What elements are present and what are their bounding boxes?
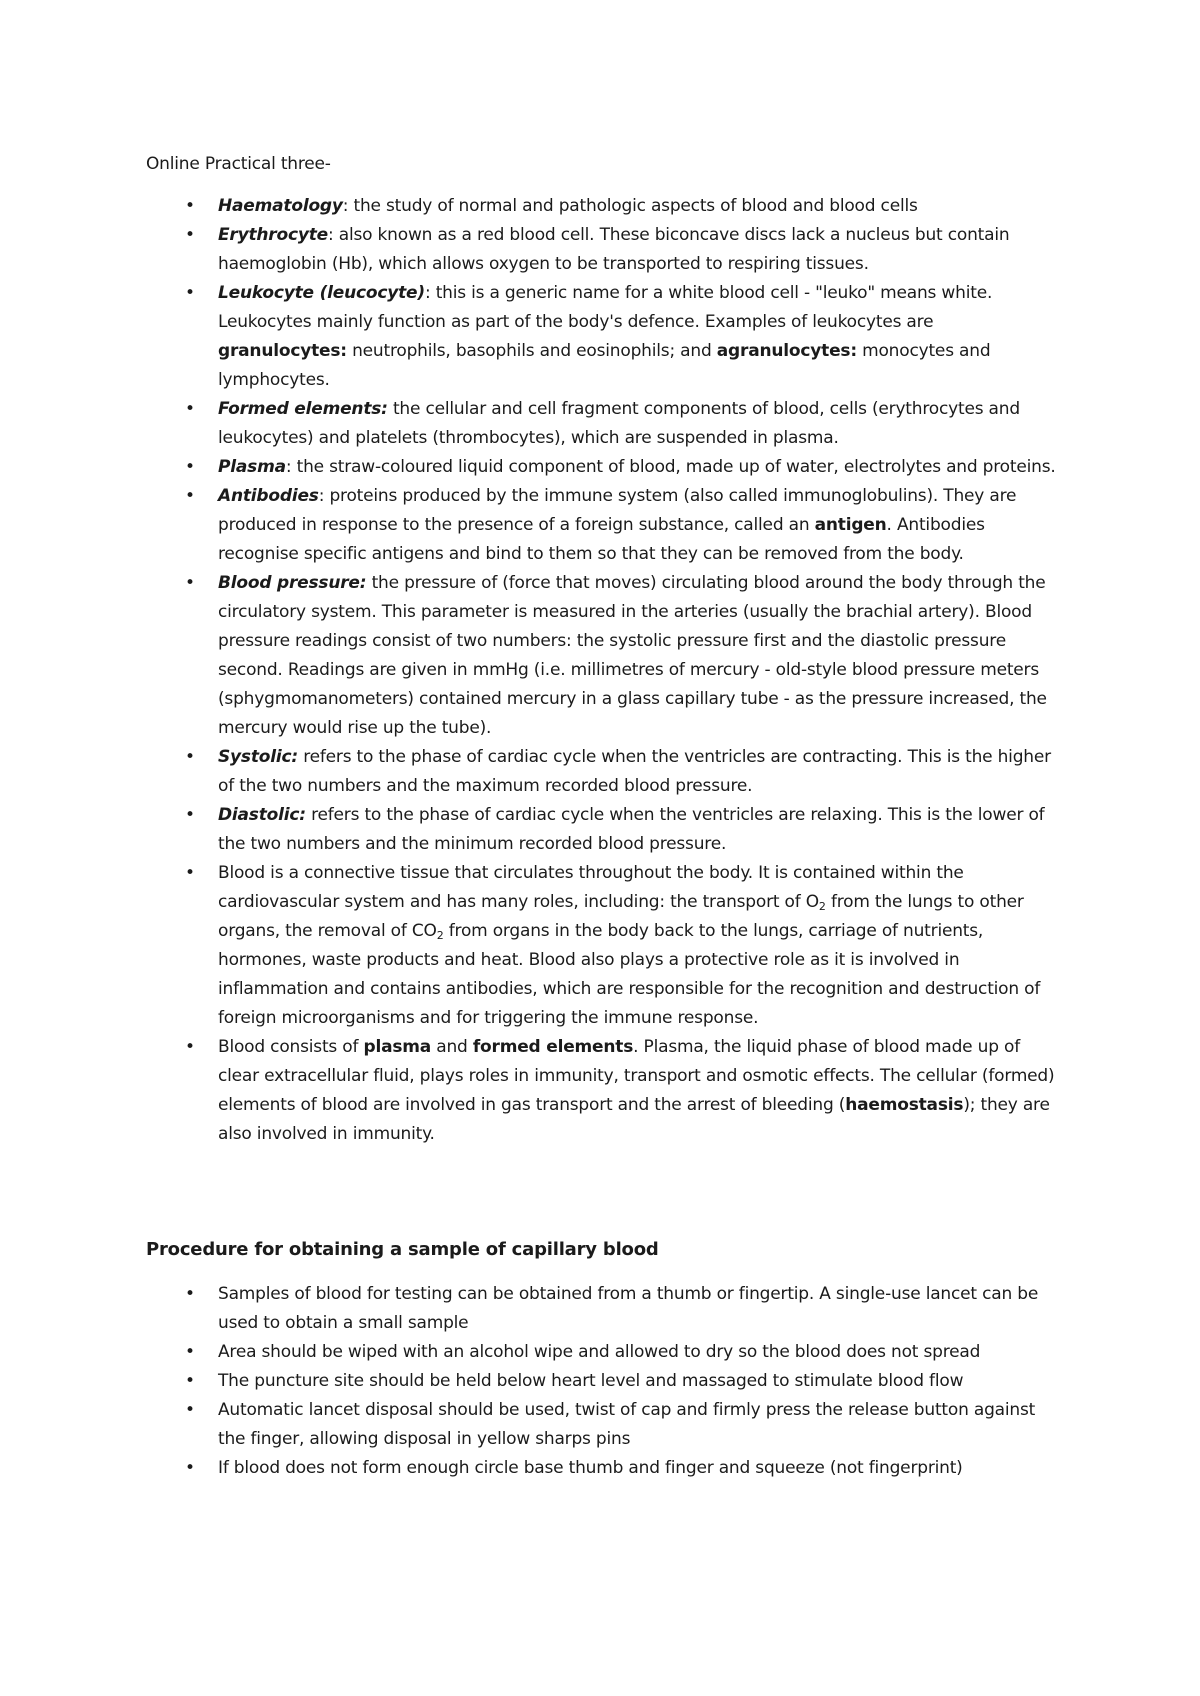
- procedure-step: • Automatic lancet disposal should be used, twist of cap and firmly press the release button against the finger, allowing disposal in yellow sharps pins: [146, 1396, 1066, 1454]
- paragraph-text: and: [431, 1037, 473, 1057]
- definition-blood-pressure: [146, 569, 1066, 743]
- definition-term: Diastolic:: [218, 805, 306, 825]
- definition-separator: :: [318, 486, 325, 506]
- definition-term: Formed elements:: [218, 399, 388, 419]
- definition-term: Leukocyte (leucocyte): [218, 283, 425, 303]
- bold-plasma: plasma: [363, 1037, 432, 1057]
- definition-text: also known as a red blood cell. These biconcave discs lack a nucleus but contain haemoglobin (Hb), which allows oxygen to be transported to respiring tissues.: [218, 225, 1010, 274]
- procedure-step: • Area should be wiped with an alcohol wipe and allowed to dry so the blood does not spread: [146, 1338, 1066, 1367]
- subscript: 2: [818, 900, 826, 913]
- bold-granulocytes: granulocytes:: [218, 341, 347, 361]
- definition-separator: :: [328, 225, 334, 245]
- definition-text: . Antibodies recognise specific antigens and bind to them so that they can be removed from the body.: [218, 515, 985, 564]
- definition-text: the study of normal and pathologic aspects of blood and blood cells: [348, 196, 918, 216]
- definition-systolic: [146, 743, 1066, 801]
- blood-composition-item: [146, 1033, 1066, 1149]
- definition-separator: :: [424, 283, 431, 303]
- bold-formed-elements: formed elements: [472, 1037, 634, 1057]
- definition-text: monocytes and lymphocytes.: [218, 341, 991, 390]
- procedure-step: • Samples of blood for testing can be obtained from a thumb or fingertip. A single-use lancet can be used to obtain a small sample: [146, 1280, 1066, 1338]
- definition-erythrocyte: [146, 221, 1066, 279]
- definition-text: proteins produced by the immune system (also called immunoglobulins). They are produced in response to the presence of a foreign substance, called an: [218, 486, 1017, 535]
- paragraph-text: from the lungs to other organs, the removal of CO: [218, 892, 1024, 941]
- definition-text: the pressure of (force that moves) circulating blood around the body through the circulatory system. This parameter is measured in the arteries (usually the brachial artery). Blood pressure readings consist of two numbers: the systolic pressure first and the diastolic pressure second. Readings are given in mmHg (i.e. millimetres of mercury - old-style blood pressure meters (sphygmomanometers) contained mercury in a glass capillary tube - as the pressure increased, the mercury would rise up the tube).: [218, 573, 1047, 738]
- definition-text: refers to the phase of cardiac cycle when the ventricles are relaxing. This is the lower of the two numbers and the minimum recorded blood pressure.: [218, 805, 1045, 854]
- definition-separator: :: [285, 457, 292, 477]
- bold-antigen: antigen: [814, 515, 887, 535]
- definition-antibodies: [146, 482, 1066, 569]
- procedure-step: • If blood does not form enough circle base thumb and finger and squeeze (not fingerprint): [146, 1454, 1066, 1483]
- definition-plasma: [146, 453, 1066, 482]
- definition-term: Antibodies: [218, 486, 319, 506]
- paragraph-text: ); they are also involved in immunity.: [218, 1095, 1050, 1144]
- bold-agranulocytes: agranulocytes:: [716, 341, 857, 361]
- definition-term: Plasma: [218, 457, 286, 477]
- paragraph-text: Blood is a connective tissue that circulates throughout the body. It is contained within the cardiovascular system and has many roles, including: the transport of O: [218, 863, 964, 912]
- subscript: 2: [436, 929, 444, 942]
- procedure-step: • The puncture site should be held below heart level and massaged to stimulate blood flow: [146, 1367, 1066, 1396]
- definition-text: refers to the phase of cardiac cycle when the ventricles are contracting. This is the higher of the two numbers and the maximum recorded blood pressure.: [218, 747, 1051, 796]
- definition-text: neutrophils, basophils and eosinophils; and: [346, 341, 717, 361]
- definition-text: the straw-coloured liquid component of blood, made up of water, electrolytes and proteins.: [291, 457, 1056, 477]
- definition-term: Blood pressure:: [218, 573, 367, 593]
- definition-text: the cellular and cell fragment components of blood, cells (erythrocytes and leukocytes) and platelets (thrombocytes), which are suspended in plasma.: [218, 399, 1020, 448]
- definition-term: Haematology: [218, 196, 343, 216]
- definition-formed-elements: [146, 395, 1066, 453]
- paragraph-text: Blood consists of: [218, 1037, 364, 1057]
- paragraph-text: from organs in the body back to the lungs, carriage of nutrients, hormones, waste products and heat. Blood also plays a protective role as it is involved in inflammation and contains antibodies, which are responsible for the recognition and destruction of foreign microorganisms and for triggering the immune response.: [218, 921, 1041, 1028]
- paragraph-text: . Plasma, the liquid phase of blood made up of clear extracellular fluid, plays roles in immunity, transport and osmotic effects. The cellular (formed) elements of blood are involved in gas transport and the arrest of bleeding (: [218, 1037, 1055, 1115]
- bold-haemostasis: haemostasis: [845, 1095, 964, 1115]
- definition-term: Erythrocyte: [218, 225, 328, 245]
- procedure-heading: Procedure for obtaining a sample of capillary blood: [146, 1239, 659, 1260]
- definition-haematology: [146, 192, 1066, 221]
- definitions-list: [146, 192, 1066, 1149]
- definition-leukocyte: [146, 279, 1066, 395]
- blood-roles-item: [146, 859, 1066, 1033]
- definition-term: Systolic:: [218, 747, 298, 767]
- definition-diastolic: [146, 801, 1066, 859]
- document-title: Online Practical three-: [146, 154, 331, 174]
- procedure-list: [146, 1280, 1066, 1483]
- definition-text: this is a generic name for a white blood cell - "leuko" means white. Leukocytes mainly function as part of the body's defence. Examples of leukocytes are: [218, 283, 993, 332]
- definition-separator: :: [342, 196, 349, 216]
